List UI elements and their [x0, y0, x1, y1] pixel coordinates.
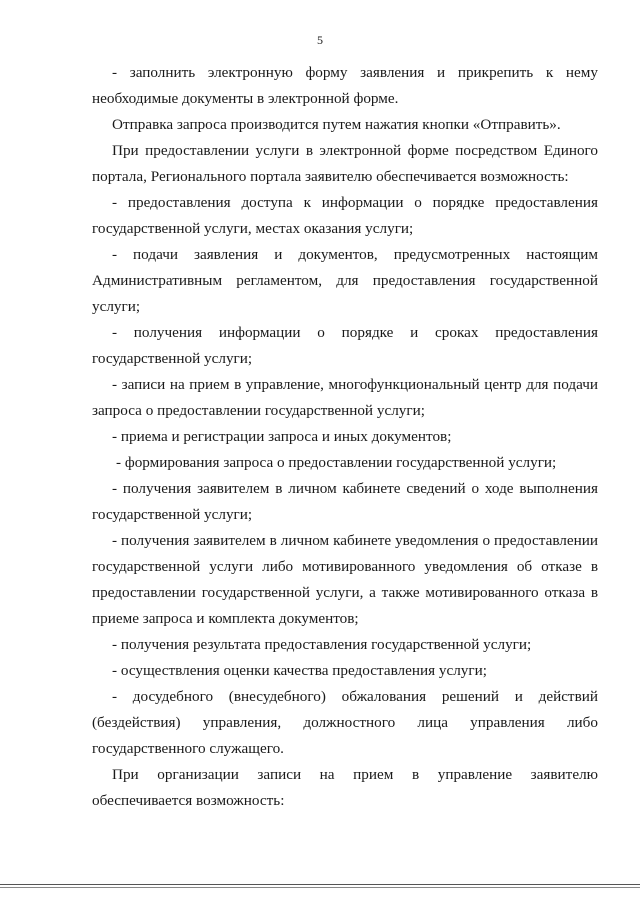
list-item-registration: - приема и регистрации запроса и иных документов; — [112, 428, 452, 445]
bottom-divider-secondary — [0, 887, 640, 888]
list-item-appointment: - записи на прием в управление, многофункциональный центр для подачи запроса о предоставлении государственной услуги; — [92, 376, 598, 419]
paragraph-fill-form: - заполнить электронную форму заявления и прикрепить к нему необходимые документы в электронной форме. — [92, 64, 598, 107]
paragraph-electronic-service-intro: При предоставлении услуги в электронной форме посредством Единого портала, Регионального портала заявителю обеспечивается возможность: — [92, 142, 598, 185]
list-item-receive-info: - получения информации о порядке и сроках предоставления государственной услуги; — [92, 324, 598, 367]
document-body — [92, 60, 598, 814]
bottom-divider — [0, 884, 640, 885]
list-item-receive-result: - получения результата предоставления государственной услуги; — [112, 636, 532, 653]
list-item-info-access: - предоставления доступа к информации о порядке предоставления государственной услуги, местах оказания услуги; — [92, 194, 598, 237]
list-item-progress-info: - получения заявителем в личном кабинете сведений о ходе выполнения государственной услуги; — [92, 480, 598, 523]
list-item-form-request: - формирования запроса о предоставлении государственной услуги; — [116, 454, 557, 471]
paragraph-send-request: Отправка запроса производится путем нажатия кнопки «Отправить». — [112, 116, 561, 133]
list-item-appeal: - досудебного (внесудебного) обжалования решений и действий (бездействия) управления, должностного лица управления либо государственного служащего. — [92, 688, 598, 757]
list-item-submit-application: - подачи заявления и документов, предусмотренных настоящим Административным регламентом, для предоставления государственной услуги; — [92, 246, 598, 315]
paragraph-appointment-intro: При организации записи на прием в управление заявителю обеспечивается возможность: — [92, 766, 598, 809]
page-number: 5 — [317, 33, 323, 47]
list-item-quality-rating: - осуществления оценки качества предоставления услуги; — [112, 662, 487, 679]
list-item-notification: - получения заявителем в личном кабинете уведомления о предоставлении государственной услуги либо мотивированного уведомления об отказе в предоставлении государственной услуги, а также мотивированного отказа в приеме запроса и комплекта документов; — [92, 532, 598, 627]
